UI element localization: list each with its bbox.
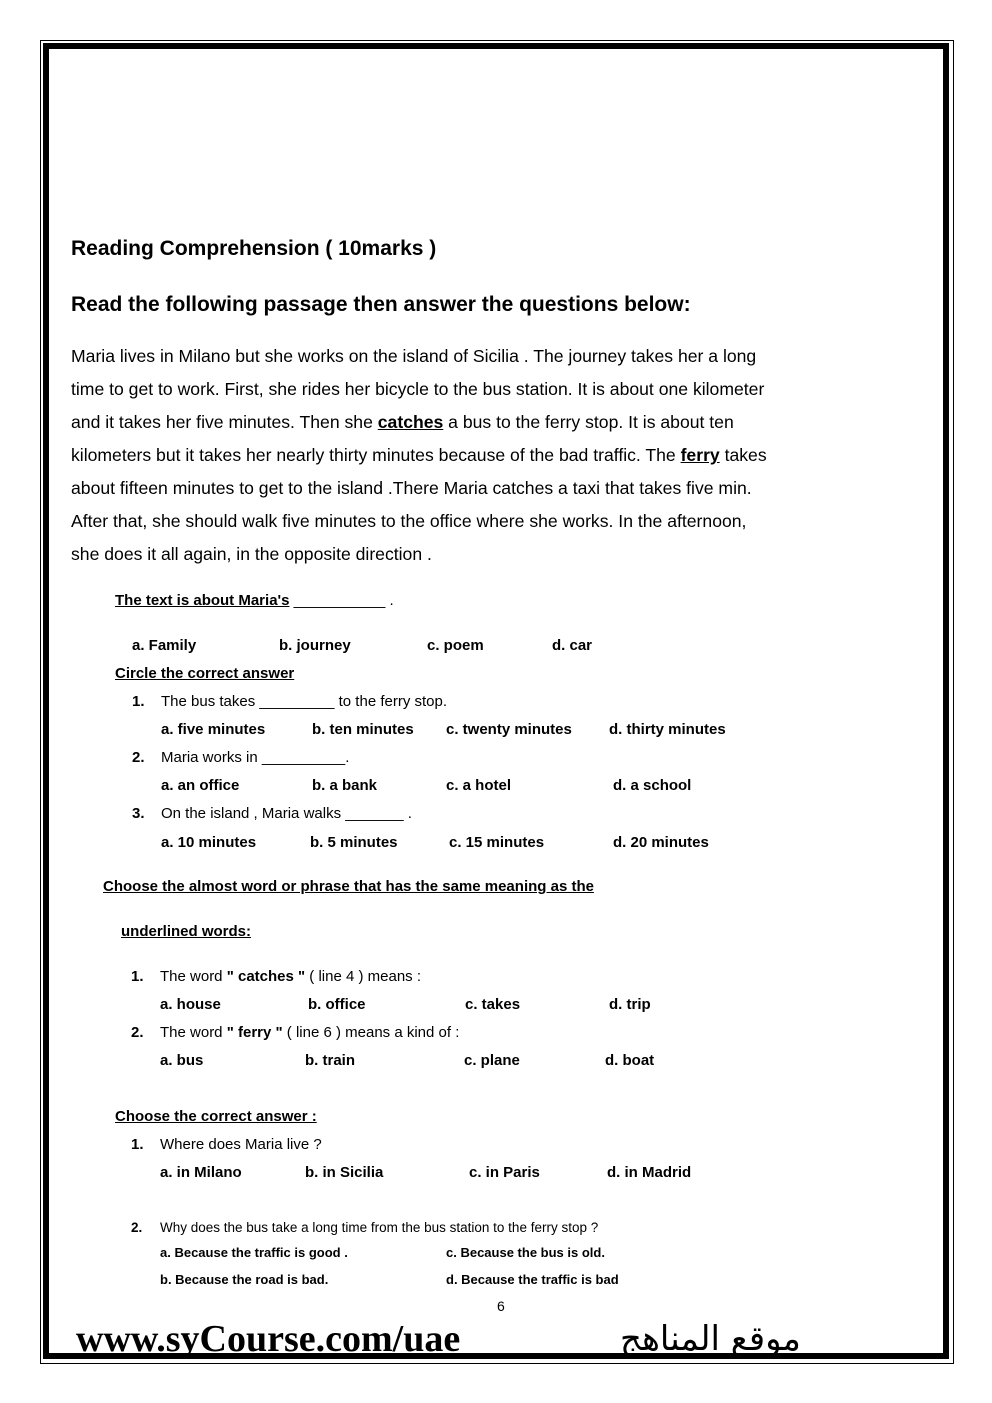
question: The bus takes _________ to the ferry stop. <box>161 693 448 710</box>
question-number: 1. <box>132 693 145 710</box>
question <box>160 1024 459 1041</box>
option[interactable]: c. 15 minutes <box>449 834 545 851</box>
text: a bus to the ferry stop. It is about ten <box>443 412 734 432</box>
option[interactable]: c. in Paris <box>469 1164 540 1181</box>
option[interactable]: d. in Madrid <box>607 1164 692 1181</box>
text: kilometers but it takes her nearly thirty minutes because of the bad traffic. The <box>71 445 681 465</box>
question-number: 3. <box>132 805 145 822</box>
option[interactable]: d. Because the traffic is bad <box>446 1272 619 1287</box>
option[interactable]: a. an office <box>161 777 240 794</box>
text: ( line 6 ) means a kind of : <box>282 1024 460 1041</box>
question-number: 2. <box>131 1024 144 1041</box>
page-number: 6 <box>497 1298 505 1314</box>
option[interactable]: d. a school <box>613 777 692 794</box>
option[interactable]: a. bus <box>160 1052 204 1069</box>
passage-line <box>71 445 767 466</box>
question-number: 1. <box>131 1136 144 1153</box>
section-heading: Choose the almost word or phrase that has the same meaning as the <box>103 878 594 895</box>
question <box>160 968 421 985</box>
question-number: 1. <box>131 968 144 985</box>
option[interactable]: b. in Sicilia <box>305 1164 384 1181</box>
underlined-word-ferry: ferry <box>680 445 720 465</box>
option[interactable]: a. Family <box>132 637 197 654</box>
passage-line: After that, she should walk five minutes to the office where she works. In the afternoon, <box>71 511 747 531</box>
text: ( line 4 ) means : <box>305 968 422 985</box>
passage-line: she does it all again, in the opposite direction . <box>71 544 432 564</box>
option[interactable]: c. poem <box>427 637 484 654</box>
instruction: Read the following passage then answer the questions below: <box>71 293 691 316</box>
question-text-about <box>115 592 394 609</box>
option[interactable]: d. trip <box>609 996 651 1013</box>
option[interactable]: c. twenty minutes <box>446 721 572 738</box>
text: " ferry " <box>226 1024 283 1041</box>
option[interactable]: b. office <box>308 996 366 1013</box>
option[interactable]: a. Because the traffic is good . <box>160 1245 348 1260</box>
text: ___________ . <box>289 592 394 609</box>
text: The word <box>160 1024 227 1041</box>
option[interactable]: d. car <box>552 637 593 654</box>
section-heading: Circle the correct answer <box>115 665 295 682</box>
option[interactable]: c. takes <box>465 996 521 1013</box>
option[interactable]: b. ten minutes <box>312 721 414 738</box>
text: takes <box>719 445 767 465</box>
passage-line: time to get to work. First, she rides her bicycle to the bus station. It is about one kilometer <box>71 379 765 399</box>
question-number: 2. <box>131 1220 143 1235</box>
option[interactable]: a. 10 minutes <box>161 834 257 851</box>
option[interactable]: b. 5 minutes <box>310 834 398 851</box>
option[interactable]: a. five minutes <box>161 721 266 738</box>
option[interactable]: b. journey <box>279 637 351 654</box>
option[interactable]: d. boat <box>605 1052 655 1069</box>
option[interactable]: c. a hotel <box>446 777 512 794</box>
option[interactable]: b. Because the road is bad. <box>160 1272 329 1287</box>
text: " catches " <box>226 968 306 985</box>
text: The text is about Maria's <box>115 592 290 609</box>
passage-line <box>71 412 734 433</box>
section-heading: underlined words: <box>121 923 252 940</box>
option[interactable]: d. 20 minutes <box>613 834 709 851</box>
section-heading: Choose the correct answer : <box>115 1108 317 1125</box>
text: The word <box>160 968 227 985</box>
option[interactable]: c. Because the bus is old. <box>446 1245 605 1260</box>
question: Where does Maria live ? <box>160 1136 322 1153</box>
question: Maria works in __________. <box>161 749 350 766</box>
watermark-arabic: موقع المناهج <box>620 1319 801 1359</box>
underlined-word-catches: catches <box>377 412 444 432</box>
passage-line: Maria lives in Milano but she works on the island of Sicilia . The journey takes her a long <box>71 346 757 366</box>
question: Why does the bus take a long time from the bus station to the ferry stop ? <box>160 1220 599 1235</box>
text: and it takes her five minutes. Then she <box>71 412 378 432</box>
watermark-url: www.syCourse.com/uae <box>76 1318 461 1360</box>
section-title: Reading Comprehension ( 10marks ) <box>71 237 437 260</box>
question-number: 2. <box>132 749 145 766</box>
option[interactable]: b. train <box>305 1052 356 1069</box>
question: On the island , Maria walks _______ . <box>161 805 412 822</box>
passage-line: about fifteen minutes to get to the island .There Maria catches a taxi that takes five min. <box>71 478 752 498</box>
option[interactable]: b. a bank <box>312 777 378 794</box>
option[interactable]: a. house <box>160 996 221 1013</box>
option[interactable]: d. thirty minutes <box>609 721 726 738</box>
option[interactable]: c. plane <box>464 1052 520 1069</box>
option[interactable]: a. in Milano <box>160 1164 242 1181</box>
